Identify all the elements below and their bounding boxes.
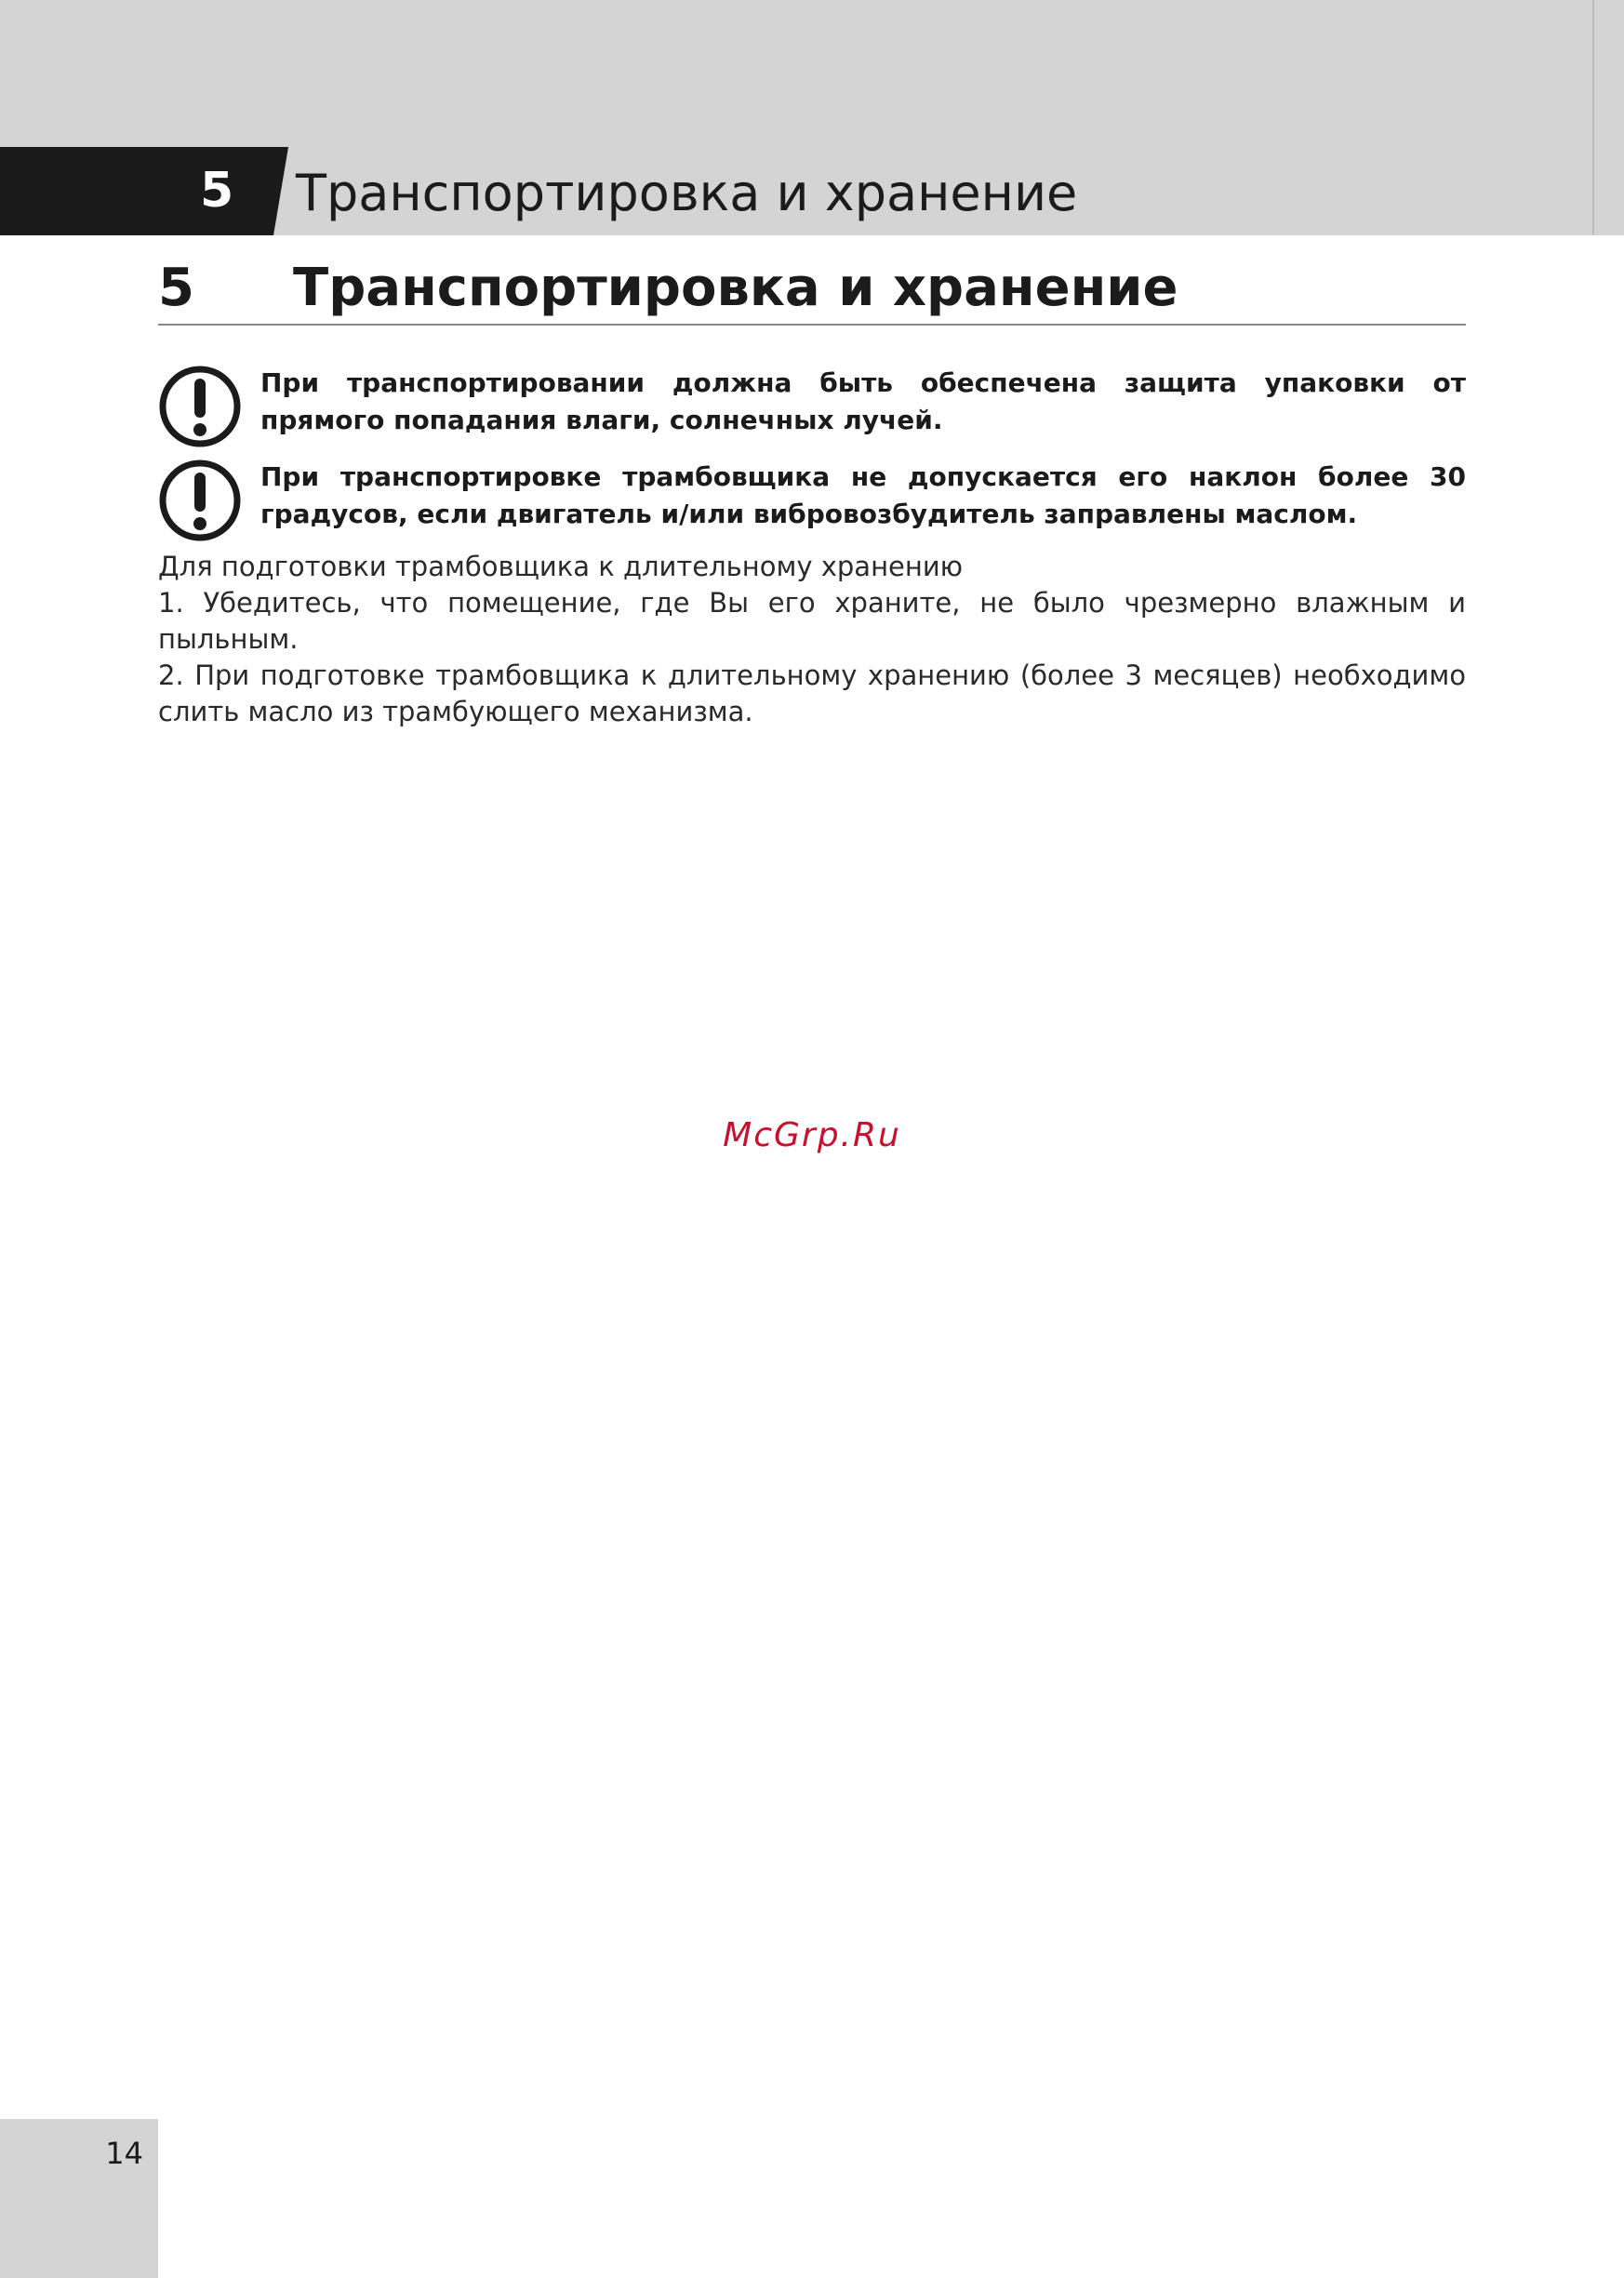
watermark: McGrp.Ru: [723, 1116, 901, 1154]
warning-text: При транспортировке трамбовщика не допускается его наклон более 30 градусов, если двигатель и/или вибровозбудитель заправлены маслом.: [260, 461, 1466, 529]
exclamation-circle-icon: [158, 365, 242, 448]
section-heading: [158, 253, 1466, 326]
section-number: 5: [158, 258, 194, 318]
storage-step-2: 2. При подготовке трамбовщика к длительному хранению (более 3 месяцев) необходимо слить масло из трамбующего механизма.: [158, 659, 1466, 727]
exclamation-circle-icon: [158, 459, 242, 542]
chapter-number-block: [0, 147, 288, 235]
chapter-number: 5: [200, 163, 235, 219]
section-title: Транспортировка и хранение: [293, 258, 1178, 318]
storage-step-1: 1. Убедитесь, что помещение, где Вы его храните, не было чрезмерно влажным и пыльным.: [158, 587, 1466, 655]
chapter-title: Транспортировка и хранение: [296, 164, 1078, 222]
page-number: 14: [105, 2136, 143, 2171]
chapter-header: [0, 147, 1624, 235]
storage-intro: Для подготовки трамбовщика к длительному хранению: [158, 551, 964, 582]
warning-text: При транспортировании должна быть обеспечена защита упаковки от прямого попадания влаги, солнечных лучей.: [260, 367, 1466, 435]
storage-instructions: [158, 549, 1466, 730]
